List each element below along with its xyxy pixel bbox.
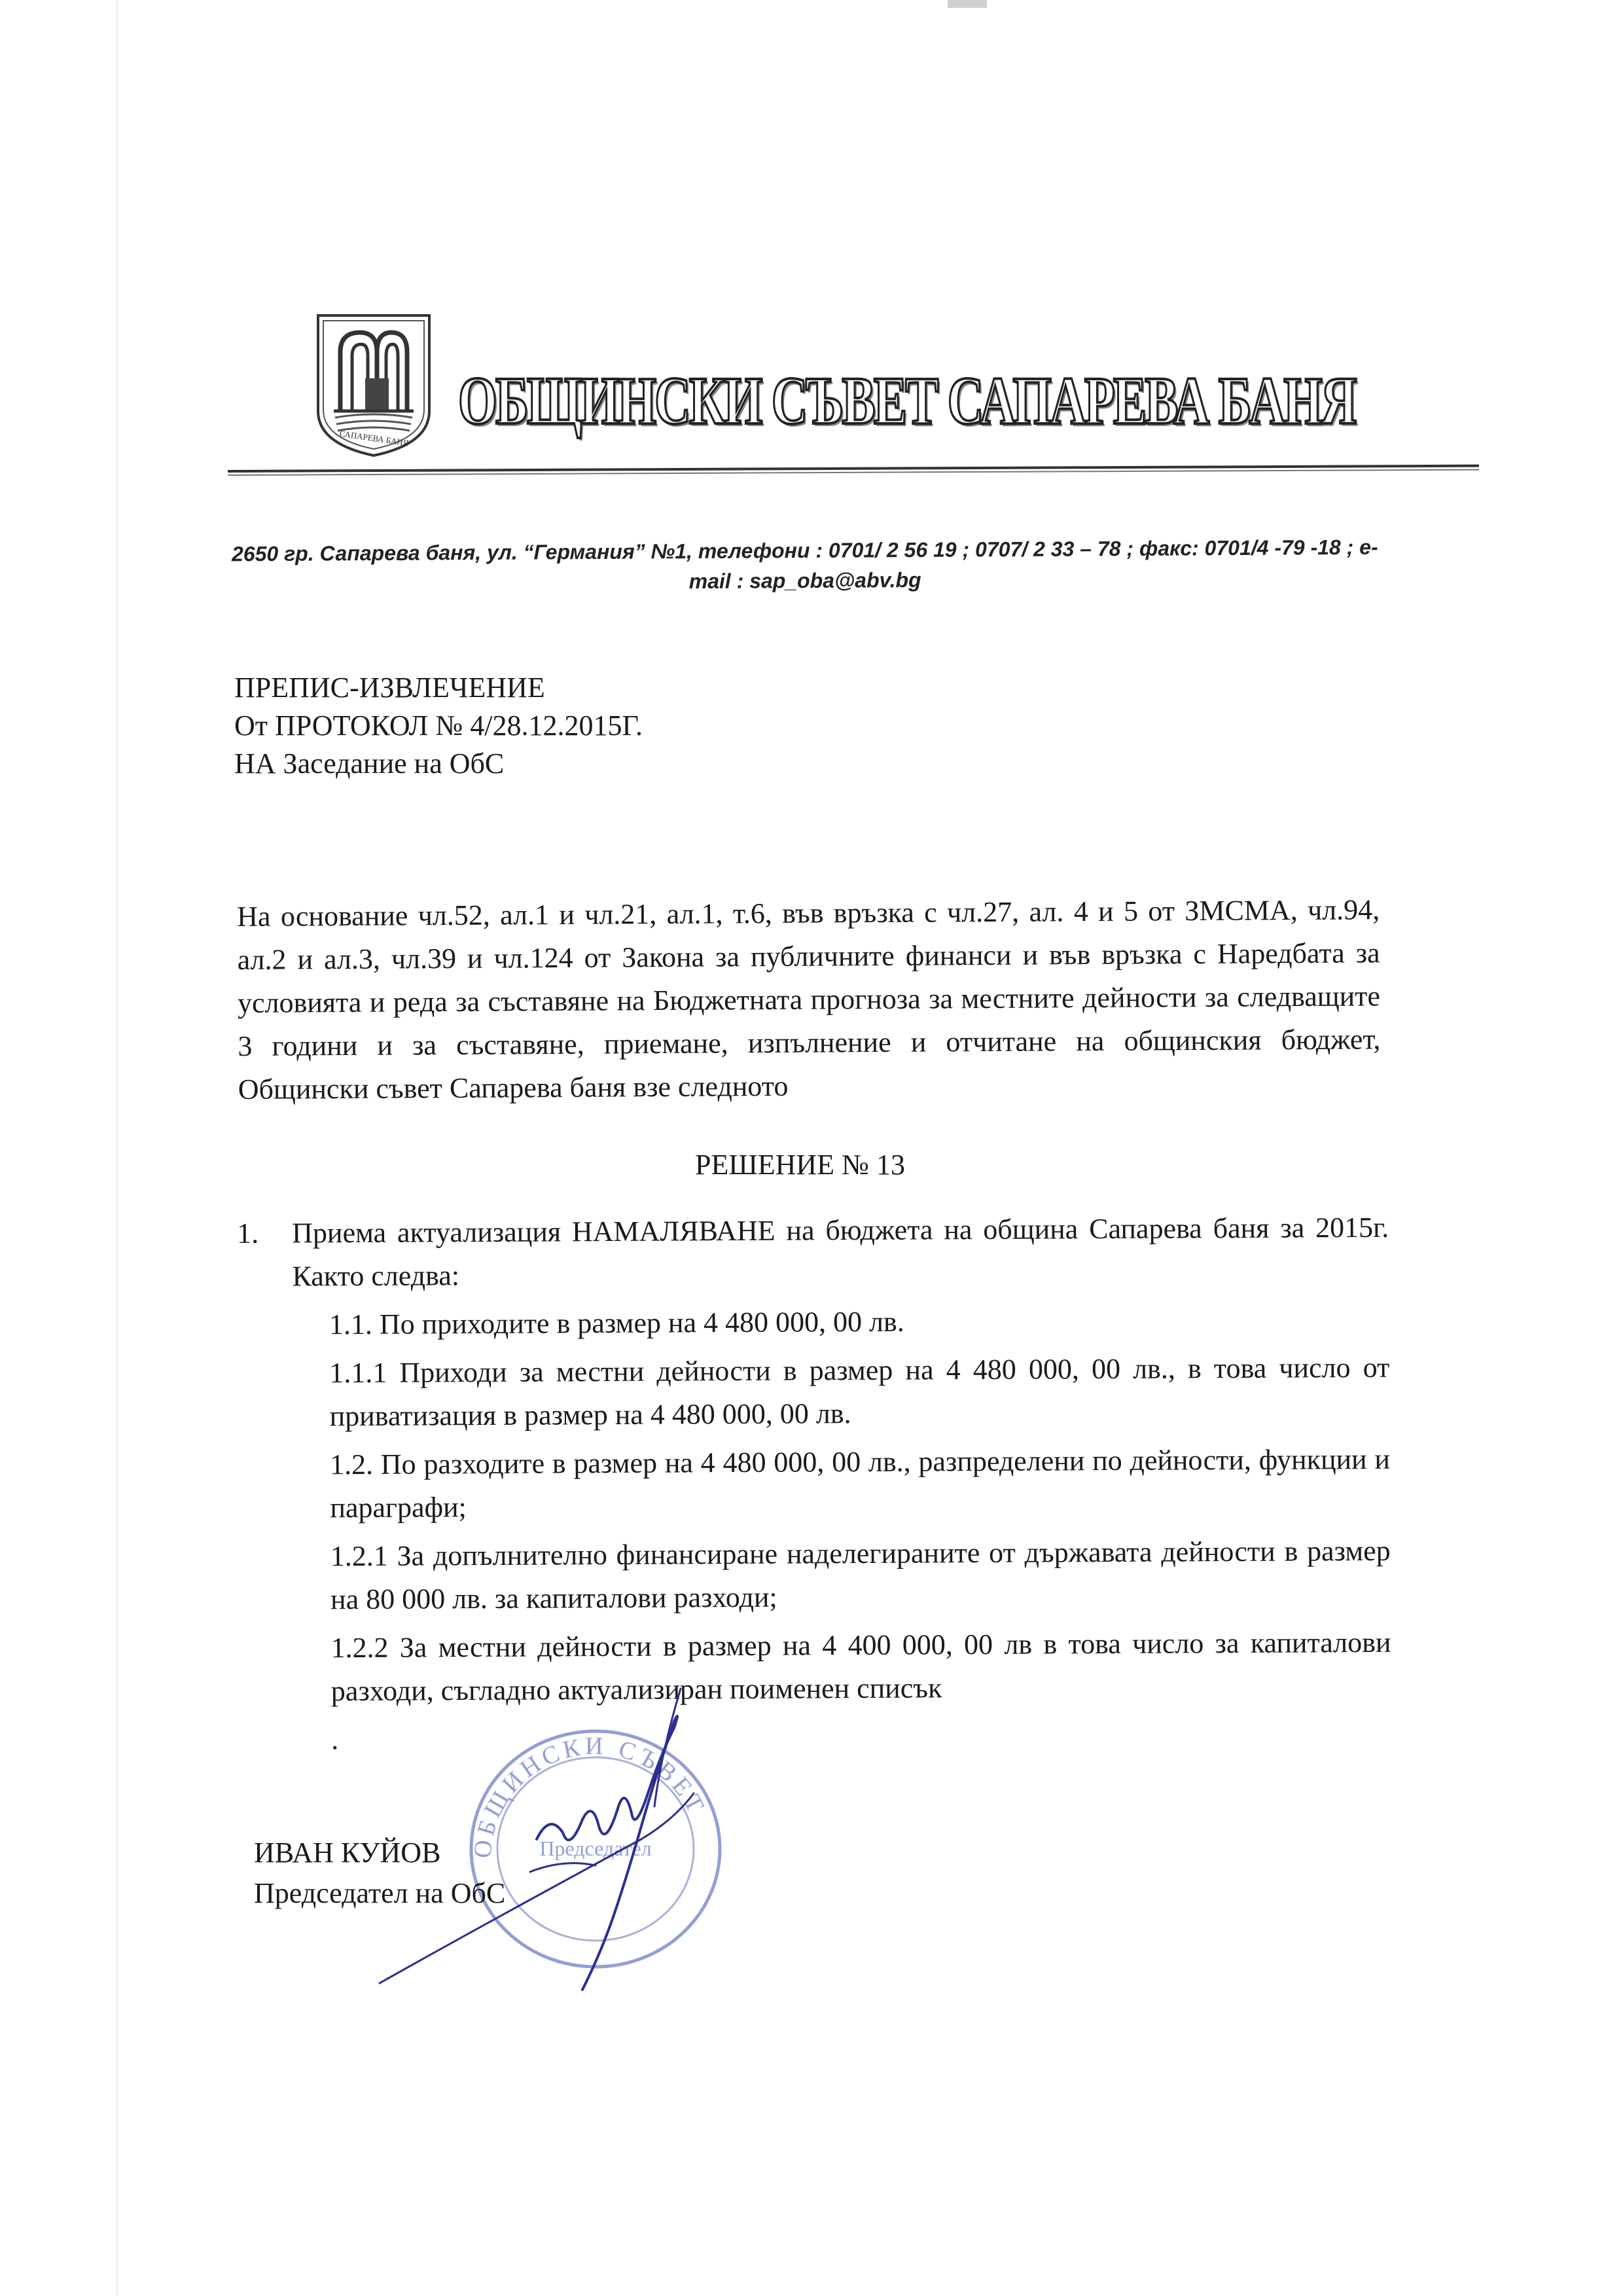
header-divider <box>228 465 1479 476</box>
stamp-inner-text: Председател <box>539 1837 652 1860</box>
excerpt-title: ПРЕПИС-ИЗВЛЕЧЕНИЕ <box>234 672 545 704</box>
scan-edge-line <box>116 0 118 2296</box>
sub-item: 1.2. По разходите в размер на 4 480 000, 00 лв., разпределени по дейности, функции и параграфи; <box>329 1443 1391 1524</box>
trailing-dot: . <box>331 1723 339 1756</box>
scan-top-mark <box>948 0 987 8</box>
decision-title: РЕШЕНИЕ № 13 <box>695 1149 906 1181</box>
address-line-1: 2650 гр. Сапарева баня, ул. “Германия” №1, телефони : 0701/ 2 56 19 ; 0707/ 2 33 – 78 ; факс: 0701/4 -79 -18 ; е- <box>231 535 1378 566</box>
organization-name: ОБЩИНСКИ СЪВЕТ САПАРЕВА БАНЯ <box>458 363 1355 439</box>
excerpt-heading <box>234 669 643 783</box>
signatory-name: ИВАН КУЙОВ <box>254 1837 441 1869</box>
session-reference: НА Заседание на ОбС <box>234 747 505 780</box>
protocol-reference: От ПРОТОКОЛ № 4/28.12.2015Г. <box>234 709 643 742</box>
signatory-role: Председател на ОбС <box>254 1877 506 1909</box>
item-number: 1. <box>237 1217 259 1249</box>
svg-text:САПАРЕВА БАНЯ: САПАРЕВА БАНЯ <box>338 428 410 448</box>
legal-basis-paragraph: На основание чл.52, ал.1 и чл.21, ал.1, т.6, във връзка с чл.27, ал. 4 и 5 от ЗМСМА, чл.94, ал.2 и ал.3, чл.39 и чл.124 от Закона за публичните финанси и във връзка с Наредбата за условията и реда за съставяне на Бюджетната прогноза за местните дейности за следващите 3 години и за съставяне, приемане, изпълнение и отчитане на общинския бюджет, Общински съвет Сапарева баня взе следното <box>237 893 1381 1105</box>
handwritten-signature-icon <box>366 1676 759 2042</box>
item-text: Приема актуализация НАМАЛЯВАНЕ на бюджета на община Сапарева баня за 2015г. Както следва: <box>292 1211 1389 1293</box>
municipal-logo-icon <box>314 313 433 458</box>
address-line-2: mail : sap_oba@abv.bg <box>688 567 921 594</box>
sub-item: 1.2.2 За местни дейности в размер на 4 400 000, 00 лв в това число за капиталови разходи, съгладно актуализиран поименен списък <box>330 1626 1391 1708</box>
contact-address <box>216 532 1395 600</box>
stamp-text: ОБЩИНСКИ СЪВЕТ <box>469 1732 711 1859</box>
sub-item: 1.1.1 Приходи за местни дейности в размер на 4 480 000, 00 лв., в това число от приватизация в размер на 4 480 000, 00 лв. <box>329 1351 1390 1433</box>
sub-item: 1.2.1 За допълнително финансиране наделегираните от държавата дейности в размер на 80 000 лв. за капиталови разходи; <box>330 1534 1391 1616</box>
sub-item: 1.1. По приходите в размер на 4 480 000, 00 лв. <box>329 1305 904 1341</box>
